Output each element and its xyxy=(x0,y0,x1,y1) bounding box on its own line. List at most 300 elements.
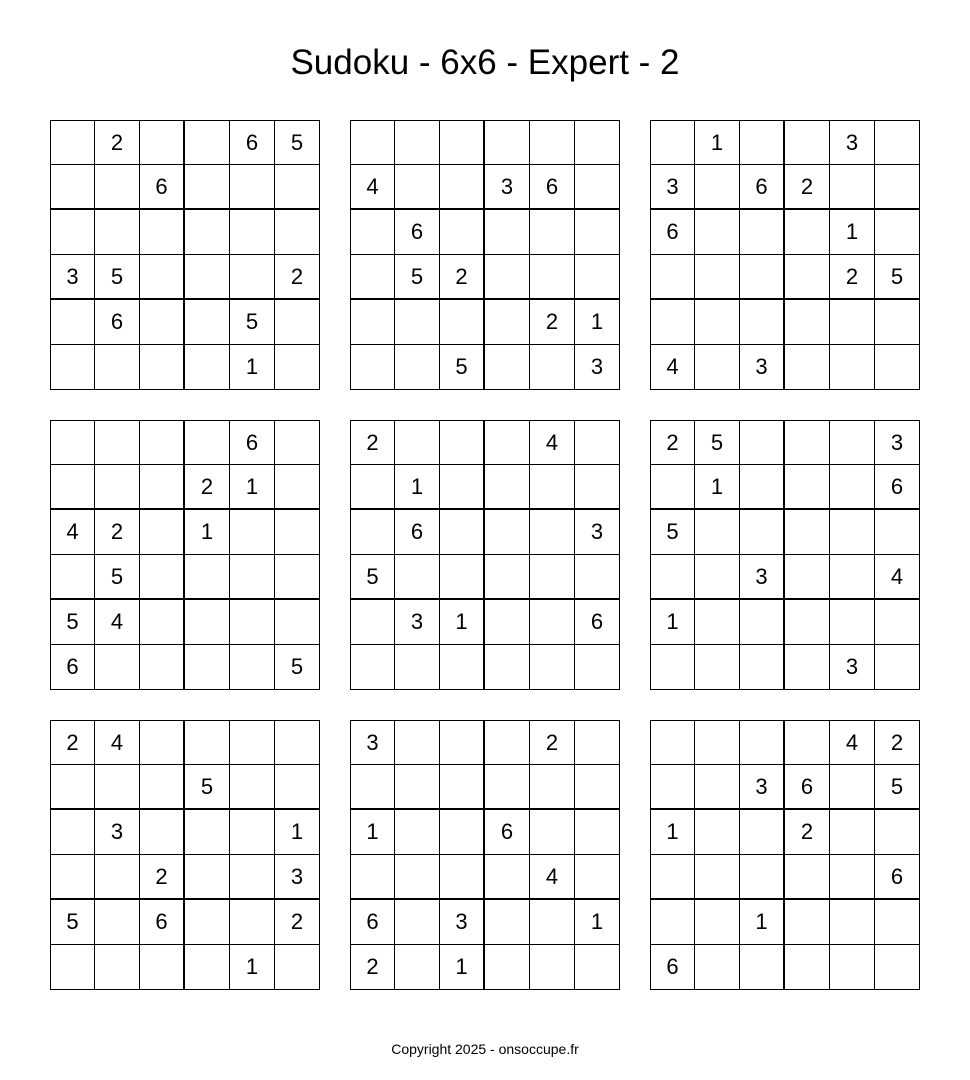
sudoku-cell[interactable]: 1 xyxy=(740,900,785,945)
sudoku-cell[interactable] xyxy=(740,945,785,990)
sudoku-cell[interactable] xyxy=(50,945,95,990)
sudoku-cell[interactable]: 2 xyxy=(530,720,575,765)
sudoku-cell[interactable] xyxy=(740,465,785,510)
sudoku-cell[interactable]: 5 xyxy=(695,420,740,465)
sudoku-cell[interactable] xyxy=(650,465,695,510)
sudoku-cell[interactable] xyxy=(395,420,440,465)
sudoku-cell[interactable]: 2 xyxy=(830,255,875,300)
sudoku-cell[interactable] xyxy=(695,765,740,810)
sudoku-cell[interactable] xyxy=(230,510,275,555)
sudoku-cell[interactable]: 1 xyxy=(395,465,440,510)
sudoku-cell[interactable] xyxy=(230,810,275,855)
sudoku-cell[interactable] xyxy=(485,600,530,645)
sudoku-cell[interactable] xyxy=(185,165,230,210)
sudoku-cell[interactable] xyxy=(785,465,830,510)
sudoku-cell[interactable] xyxy=(275,210,320,255)
sudoku-cell[interactable]: 1 xyxy=(350,810,395,855)
sudoku-cell[interactable]: 3 xyxy=(350,720,395,765)
sudoku-cell[interactable]: 3 xyxy=(275,855,320,900)
sudoku-cell[interactable]: 5 xyxy=(650,510,695,555)
sudoku-cell[interactable] xyxy=(695,600,740,645)
sudoku-cell[interactable] xyxy=(695,810,740,855)
sudoku-cell[interactable] xyxy=(785,555,830,600)
sudoku-cell[interactable] xyxy=(575,165,620,210)
sudoku-cell[interactable]: 5 xyxy=(50,600,95,645)
sudoku-cell[interactable] xyxy=(275,555,320,600)
sudoku-cell[interactable]: 4 xyxy=(530,855,575,900)
sudoku-cell[interactable] xyxy=(185,855,230,900)
sudoku-cell[interactable]: 6 xyxy=(575,600,620,645)
sudoku-cell[interactable]: 3 xyxy=(485,165,530,210)
sudoku-cell[interactable] xyxy=(785,720,830,765)
sudoku-cell[interactable]: 1 xyxy=(185,510,230,555)
sudoku-cell[interactable] xyxy=(695,945,740,990)
sudoku-cell[interactable] xyxy=(785,945,830,990)
sudoku-cell[interactable] xyxy=(575,855,620,900)
sudoku-cell[interactable] xyxy=(140,810,185,855)
sudoku-cell[interactable] xyxy=(695,210,740,255)
sudoku-cell[interactable] xyxy=(95,210,140,255)
sudoku-cell[interactable] xyxy=(695,345,740,390)
sudoku-cell[interactable]: 5 xyxy=(275,645,320,690)
sudoku-cell[interactable]: 2 xyxy=(95,510,140,555)
sudoku-cell[interactable]: 3 xyxy=(830,120,875,165)
sudoku-cell[interactable] xyxy=(830,900,875,945)
sudoku-cell[interactable] xyxy=(230,900,275,945)
sudoku-cell[interactable] xyxy=(440,120,485,165)
sudoku-cell[interactable] xyxy=(395,345,440,390)
sudoku-cell[interactable] xyxy=(140,510,185,555)
sudoku-cell[interactable]: 2 xyxy=(785,810,830,855)
sudoku-cell[interactable] xyxy=(350,765,395,810)
sudoku-cell[interactable] xyxy=(350,120,395,165)
sudoku-cell[interactable]: 5 xyxy=(95,555,140,600)
sudoku-cell[interactable] xyxy=(650,120,695,165)
sudoku-cell[interactable] xyxy=(485,555,530,600)
sudoku-cell[interactable] xyxy=(530,510,575,555)
sudoku-cell[interactable] xyxy=(740,855,785,900)
sudoku-cell[interactable] xyxy=(140,420,185,465)
sudoku-cell[interactable] xyxy=(395,300,440,345)
sudoku-cell[interactable] xyxy=(140,600,185,645)
sudoku-cell[interactable] xyxy=(350,465,395,510)
sudoku-cell[interactable]: 1 xyxy=(650,810,695,855)
sudoku-cell[interactable] xyxy=(785,120,830,165)
sudoku-cell[interactable]: 6 xyxy=(230,120,275,165)
sudoku-cell[interactable]: 3 xyxy=(740,555,785,600)
sudoku-cell[interactable] xyxy=(185,945,230,990)
sudoku-cell[interactable] xyxy=(530,810,575,855)
sudoku-cell[interactable] xyxy=(695,555,740,600)
sudoku-cell[interactable]: 1 xyxy=(695,120,740,165)
sudoku-cell[interactable] xyxy=(230,855,275,900)
sudoku-cell[interactable]: 3 xyxy=(650,165,695,210)
sudoku-cell[interactable]: 2 xyxy=(350,420,395,465)
sudoku-cell[interactable] xyxy=(140,120,185,165)
sudoku-cell[interactable] xyxy=(575,420,620,465)
sudoku-cell[interactable] xyxy=(830,855,875,900)
sudoku-cell[interactable] xyxy=(485,420,530,465)
sudoku-cell[interactable] xyxy=(395,855,440,900)
sudoku-cell[interactable] xyxy=(185,255,230,300)
sudoku-cell[interactable] xyxy=(830,555,875,600)
sudoku-cell[interactable] xyxy=(650,555,695,600)
sudoku-cell[interactable]: 3 xyxy=(440,900,485,945)
sudoku-cell[interactable] xyxy=(530,210,575,255)
sudoku-cell[interactable]: 2 xyxy=(875,720,920,765)
sudoku-cell[interactable] xyxy=(140,345,185,390)
sudoku-cell[interactable]: 6 xyxy=(650,945,695,990)
sudoku-cell[interactable]: 3 xyxy=(575,510,620,555)
sudoku-cell[interactable] xyxy=(50,810,95,855)
sudoku-cell[interactable] xyxy=(830,810,875,855)
sudoku-cell[interactable] xyxy=(140,720,185,765)
sudoku-cell[interactable] xyxy=(95,645,140,690)
sudoku-cell[interactable]: 1 xyxy=(230,345,275,390)
sudoku-cell[interactable] xyxy=(350,255,395,300)
sudoku-cell[interactable] xyxy=(50,555,95,600)
sudoku-cell[interactable] xyxy=(275,600,320,645)
sudoku-cell[interactable]: 2 xyxy=(50,720,95,765)
sudoku-cell[interactable]: 6 xyxy=(230,420,275,465)
sudoku-cell[interactable] xyxy=(440,210,485,255)
sudoku-cell[interactable] xyxy=(485,345,530,390)
sudoku-cell[interactable] xyxy=(350,300,395,345)
sudoku-cell[interactable]: 5 xyxy=(875,765,920,810)
sudoku-cell[interactable] xyxy=(575,810,620,855)
sudoku-cell[interactable]: 1 xyxy=(830,210,875,255)
sudoku-cell[interactable] xyxy=(140,465,185,510)
sudoku-cell[interactable] xyxy=(530,255,575,300)
sudoku-cell[interactable] xyxy=(275,300,320,345)
sudoku-cell[interactable] xyxy=(740,120,785,165)
sudoku-cell[interactable] xyxy=(185,300,230,345)
sudoku-cell[interactable] xyxy=(95,420,140,465)
sudoku-cell[interactable] xyxy=(530,465,575,510)
sudoku-cell[interactable] xyxy=(50,765,95,810)
sudoku-cell[interactable] xyxy=(875,810,920,855)
sudoku-cell[interactable] xyxy=(485,300,530,345)
sudoku-cell[interactable] xyxy=(95,855,140,900)
sudoku-cell[interactable] xyxy=(485,945,530,990)
sudoku-cell[interactable]: 3 xyxy=(395,600,440,645)
sudoku-cell[interactable] xyxy=(395,555,440,600)
sudoku-cell[interactable] xyxy=(230,720,275,765)
sudoku-cell[interactable]: 2 xyxy=(440,255,485,300)
sudoku-cell[interactable]: 3 xyxy=(575,345,620,390)
sudoku-cell[interactable] xyxy=(185,210,230,255)
sudoku-cell[interactable] xyxy=(395,645,440,690)
sudoku-cell[interactable] xyxy=(875,510,920,555)
sudoku-cell[interactable] xyxy=(485,255,530,300)
sudoku-cell[interactable] xyxy=(740,720,785,765)
sudoku-cell[interactable]: 1 xyxy=(230,465,275,510)
sudoku-cell[interactable] xyxy=(440,420,485,465)
sudoku-cell[interactable]: 3 xyxy=(740,345,785,390)
sudoku-cell[interactable] xyxy=(140,645,185,690)
sudoku-cell[interactable]: 2 xyxy=(275,255,320,300)
sudoku-cell[interactable] xyxy=(275,465,320,510)
sudoku-cell[interactable] xyxy=(185,810,230,855)
sudoku-cell[interactable] xyxy=(740,645,785,690)
sudoku-cell[interactable] xyxy=(875,345,920,390)
sudoku-cell[interactable]: 4 xyxy=(350,165,395,210)
sudoku-cell[interactable] xyxy=(230,600,275,645)
sudoku-cell[interactable] xyxy=(740,810,785,855)
sudoku-cell[interactable]: 5 xyxy=(95,255,140,300)
sudoku-cell[interactable] xyxy=(230,210,275,255)
sudoku-cell[interactable]: 2 xyxy=(185,465,230,510)
sudoku-cell[interactable] xyxy=(875,645,920,690)
sudoku-cell[interactable]: 3 xyxy=(875,420,920,465)
sudoku-cell[interactable] xyxy=(350,855,395,900)
sudoku-cell[interactable] xyxy=(695,255,740,300)
sudoku-cell[interactable] xyxy=(95,165,140,210)
sudoku-cell[interactable] xyxy=(785,855,830,900)
sudoku-cell[interactable] xyxy=(695,720,740,765)
sudoku-cell[interactable] xyxy=(695,510,740,555)
sudoku-cell[interactable] xyxy=(830,165,875,210)
sudoku-cell[interactable] xyxy=(575,945,620,990)
sudoku-cell[interactable] xyxy=(440,510,485,555)
sudoku-cell[interactable] xyxy=(875,900,920,945)
sudoku-cell[interactable]: 5 xyxy=(875,255,920,300)
sudoku-cell[interactable]: 2 xyxy=(140,855,185,900)
sudoku-cell[interactable] xyxy=(95,465,140,510)
sudoku-cell[interactable] xyxy=(695,855,740,900)
sudoku-cell[interactable] xyxy=(95,945,140,990)
sudoku-cell[interactable]: 5 xyxy=(440,345,485,390)
sudoku-cell[interactable]: 1 xyxy=(575,300,620,345)
sudoku-cell[interactable]: 3 xyxy=(95,810,140,855)
sudoku-cell[interactable] xyxy=(275,765,320,810)
sudoku-cell[interactable] xyxy=(50,120,95,165)
sudoku-cell[interactable] xyxy=(530,345,575,390)
sudoku-cell[interactable]: 4 xyxy=(95,600,140,645)
sudoku-cell[interactable] xyxy=(785,420,830,465)
sudoku-cell[interactable]: 4 xyxy=(650,345,695,390)
sudoku-cell[interactable]: 6 xyxy=(395,510,440,555)
sudoku-cell[interactable] xyxy=(50,300,95,345)
sudoku-cell[interactable]: 2 xyxy=(785,165,830,210)
sudoku-cell[interactable] xyxy=(785,600,830,645)
sudoku-cell[interactable] xyxy=(350,345,395,390)
sudoku-cell[interactable]: 6 xyxy=(350,900,395,945)
sudoku-cell[interactable] xyxy=(875,300,920,345)
sudoku-cell[interactable] xyxy=(575,720,620,765)
sudoku-cell[interactable] xyxy=(830,510,875,555)
sudoku-cell[interactable] xyxy=(740,210,785,255)
sudoku-cell[interactable] xyxy=(530,945,575,990)
sudoku-cell[interactable] xyxy=(650,645,695,690)
sudoku-cell[interactable] xyxy=(530,765,575,810)
sudoku-cell[interactable] xyxy=(140,555,185,600)
sudoku-cell[interactable] xyxy=(575,210,620,255)
sudoku-cell[interactable]: 5 xyxy=(395,255,440,300)
sudoku-cell[interactable]: 1 xyxy=(275,810,320,855)
sudoku-cell[interactable] xyxy=(785,510,830,555)
sudoku-cell[interactable]: 1 xyxy=(440,600,485,645)
sudoku-cell[interactable] xyxy=(440,810,485,855)
sudoku-cell[interactable] xyxy=(395,900,440,945)
sudoku-cell[interactable]: 6 xyxy=(740,165,785,210)
sudoku-cell[interactable] xyxy=(440,465,485,510)
sudoku-cell[interactable]: 1 xyxy=(575,900,620,945)
sudoku-cell[interactable]: 2 xyxy=(275,900,320,945)
sudoku-cell[interactable] xyxy=(50,465,95,510)
sudoku-cell[interactable]: 6 xyxy=(140,165,185,210)
sudoku-cell[interactable]: 6 xyxy=(50,645,95,690)
sudoku-cell[interactable]: 1 xyxy=(440,945,485,990)
sudoku-cell[interactable] xyxy=(740,300,785,345)
sudoku-cell[interactable]: 3 xyxy=(50,255,95,300)
sudoku-cell[interactable] xyxy=(485,645,530,690)
sudoku-cell[interactable] xyxy=(275,420,320,465)
sudoku-cell[interactable] xyxy=(395,810,440,855)
sudoku-cell[interactable] xyxy=(530,600,575,645)
sudoku-cell[interactable] xyxy=(485,120,530,165)
sudoku-cell[interactable] xyxy=(875,165,920,210)
sudoku-cell[interactable] xyxy=(575,255,620,300)
sudoku-cell[interactable] xyxy=(695,900,740,945)
sudoku-cell[interactable] xyxy=(650,855,695,900)
sudoku-cell[interactable]: 6 xyxy=(395,210,440,255)
sudoku-cell[interactable] xyxy=(185,420,230,465)
sudoku-cell[interactable] xyxy=(350,645,395,690)
sudoku-cell[interactable] xyxy=(185,555,230,600)
sudoku-cell[interactable] xyxy=(350,510,395,555)
sudoku-cell[interactable]: 6 xyxy=(140,900,185,945)
sudoku-cell[interactable] xyxy=(875,945,920,990)
sudoku-cell[interactable] xyxy=(830,765,875,810)
sudoku-cell[interactable] xyxy=(695,300,740,345)
sudoku-cell[interactable]: 4 xyxy=(530,420,575,465)
sudoku-cell[interactable] xyxy=(785,345,830,390)
sudoku-cell[interactable] xyxy=(650,900,695,945)
sudoku-cell[interactable] xyxy=(650,300,695,345)
sudoku-cell[interactable] xyxy=(50,420,95,465)
sudoku-cell[interactable] xyxy=(275,165,320,210)
sudoku-cell[interactable] xyxy=(230,645,275,690)
sudoku-cell[interactable] xyxy=(785,300,830,345)
sudoku-cell[interactable]: 2 xyxy=(530,300,575,345)
sudoku-cell[interactable] xyxy=(440,555,485,600)
sudoku-cell[interactable]: 4 xyxy=(830,720,875,765)
sudoku-cell[interactable] xyxy=(650,720,695,765)
sudoku-cell[interactable] xyxy=(230,765,275,810)
sudoku-cell[interactable] xyxy=(275,720,320,765)
sudoku-cell[interactable] xyxy=(350,600,395,645)
sudoku-cell[interactable] xyxy=(140,765,185,810)
sudoku-cell[interactable]: 1 xyxy=(230,945,275,990)
sudoku-cell[interactable] xyxy=(395,120,440,165)
sudoku-cell[interactable] xyxy=(95,345,140,390)
sudoku-cell[interactable] xyxy=(650,765,695,810)
sudoku-cell[interactable] xyxy=(230,555,275,600)
sudoku-cell[interactable] xyxy=(785,255,830,300)
sudoku-cell[interactable] xyxy=(575,765,620,810)
sudoku-cell[interactable] xyxy=(530,120,575,165)
sudoku-cell[interactable] xyxy=(50,345,95,390)
sudoku-cell[interactable] xyxy=(695,165,740,210)
sudoku-cell[interactable] xyxy=(140,945,185,990)
sudoku-cell[interactable]: 2 xyxy=(95,120,140,165)
sudoku-cell[interactable] xyxy=(395,945,440,990)
sudoku-cell[interactable] xyxy=(575,645,620,690)
sudoku-cell[interactable] xyxy=(740,600,785,645)
sudoku-cell[interactable] xyxy=(650,255,695,300)
sudoku-cell[interactable] xyxy=(185,720,230,765)
sudoku-cell[interactable]: 1 xyxy=(695,465,740,510)
sudoku-cell[interactable]: 5 xyxy=(50,900,95,945)
sudoku-cell[interactable] xyxy=(185,900,230,945)
sudoku-cell[interactable] xyxy=(230,165,275,210)
sudoku-cell[interactable] xyxy=(395,720,440,765)
sudoku-cell[interactable] xyxy=(440,300,485,345)
sudoku-cell[interactable] xyxy=(830,600,875,645)
sudoku-cell[interactable]: 4 xyxy=(95,720,140,765)
sudoku-cell[interactable] xyxy=(875,120,920,165)
sudoku-cell[interactable] xyxy=(485,210,530,255)
sudoku-cell[interactable]: 4 xyxy=(50,510,95,555)
sudoku-cell[interactable] xyxy=(875,210,920,255)
sudoku-cell[interactable] xyxy=(440,720,485,765)
sudoku-cell[interactable] xyxy=(485,465,530,510)
sudoku-cell[interactable] xyxy=(830,300,875,345)
sudoku-cell[interactable] xyxy=(185,600,230,645)
sudoku-cell[interactable] xyxy=(440,765,485,810)
sudoku-cell[interactable] xyxy=(185,645,230,690)
sudoku-cell[interactable] xyxy=(695,645,740,690)
sudoku-cell[interactable] xyxy=(530,645,575,690)
sudoku-cell[interactable] xyxy=(275,945,320,990)
sudoku-cell[interactable] xyxy=(230,255,275,300)
sudoku-cell[interactable]: 4 xyxy=(875,555,920,600)
sudoku-cell[interactable]: 6 xyxy=(485,810,530,855)
sudoku-cell[interactable] xyxy=(440,855,485,900)
sudoku-cell[interactable] xyxy=(485,720,530,765)
sudoku-cell[interactable] xyxy=(275,345,320,390)
sudoku-cell[interactable] xyxy=(95,900,140,945)
sudoku-cell[interactable]: 5 xyxy=(230,300,275,345)
sudoku-cell[interactable] xyxy=(575,120,620,165)
sudoku-cell[interactable] xyxy=(395,165,440,210)
sudoku-cell[interactable]: 3 xyxy=(830,645,875,690)
sudoku-cell[interactable] xyxy=(185,120,230,165)
sudoku-cell[interactable] xyxy=(740,510,785,555)
sudoku-cell[interactable]: 2 xyxy=(650,420,695,465)
sudoku-cell[interactable] xyxy=(530,555,575,600)
sudoku-cell[interactable] xyxy=(485,900,530,945)
sudoku-cell[interactable]: 6 xyxy=(875,855,920,900)
sudoku-cell[interactable] xyxy=(785,900,830,945)
sudoku-cell[interactable] xyxy=(275,510,320,555)
sudoku-cell[interactable]: 5 xyxy=(350,555,395,600)
sudoku-cell[interactable] xyxy=(140,300,185,345)
sudoku-cell[interactable] xyxy=(140,210,185,255)
sudoku-cell[interactable] xyxy=(785,210,830,255)
sudoku-cell[interactable] xyxy=(830,945,875,990)
sudoku-cell[interactable] xyxy=(530,900,575,945)
sudoku-cell[interactable] xyxy=(140,255,185,300)
sudoku-cell[interactable] xyxy=(185,345,230,390)
sudoku-cell[interactable]: 1 xyxy=(650,600,695,645)
sudoku-cell[interactable] xyxy=(95,765,140,810)
sudoku-cell[interactable]: 6 xyxy=(530,165,575,210)
sudoku-cell[interactable]: 6 xyxy=(875,465,920,510)
sudoku-cell[interactable] xyxy=(785,645,830,690)
sudoku-cell[interactable] xyxy=(575,465,620,510)
